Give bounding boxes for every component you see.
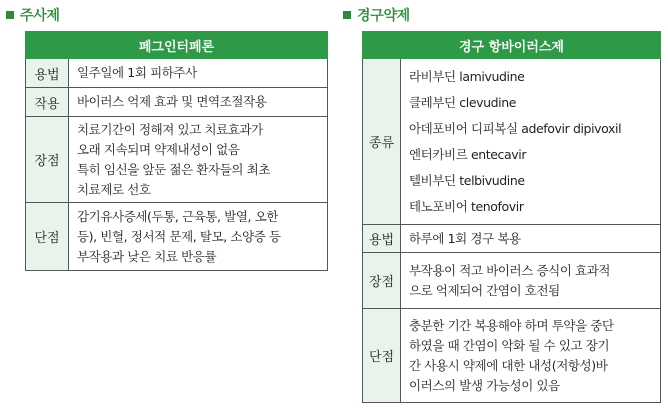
row-value: 하루에 1회 경구 복용 — [401, 225, 661, 253]
text-line: 간 사용시 약제에 대한 내성(저항성)바 — [409, 357, 608, 373]
row-label: 종류 — [363, 59, 401, 225]
section-title-text: 주사제 — [20, 8, 60, 24]
oral-drug-table — [362, 31, 661, 403]
row-value: 일주일에 1회 피하주사 — [69, 59, 328, 88]
row-value: 바이러스 억제 효과 및 면역조절작용 — [69, 88, 328, 117]
drug-item: 라비부딘 lamivudine — [409, 68, 525, 84]
text-line: 충분한 기간 복용해야 하며 투약을 중단 — [409, 317, 614, 333]
row-label: 장점 — [26, 117, 69, 203]
row-value — [69, 203, 328, 271]
section-title-injection — [6, 4, 60, 26]
table-row — [26, 88, 328, 117]
section-title-oral — [343, 4, 410, 26]
table-row — [363, 59, 661, 225]
table-row — [26, 117, 328, 203]
drug-item: 엔터카비르 entecavir — [409, 146, 527, 162]
row-value — [69, 117, 328, 203]
injection-table — [25, 31, 328, 271]
text-line: 오래 지속되며 약제내성이 없음 — [77, 141, 240, 157]
row-label: 장점 — [363, 253, 401, 309]
text-line: 치료기간이 정해져 있고 치료효과가 — [77, 121, 263, 137]
table-row — [26, 59, 328, 88]
square-bullet-icon — [6, 11, 14, 19]
row-label: 용법 — [363, 225, 401, 253]
table-header: 페그인터페론 — [26, 32, 328, 59]
text-line: 으로 억제되어 간염이 호전됨 — [409, 282, 560, 298]
drug-item: 텔비부딘 telbivudine — [409, 172, 525, 188]
drug-item: 아데포비어 디피복실 adefovir dipivoxil — [409, 120, 622, 136]
text-line: 부작용이 적고 바이러스 증식이 효과적 — [409, 262, 611, 278]
section-title-text: 경구약제 — [357, 8, 410, 24]
text-line: 특히 임신을 앞둔 젊은 환자들의 최초 — [77, 161, 270, 177]
text-line: 치료제로 선호 — [77, 181, 151, 197]
drug-item: 클레부딘 clevudine — [409, 94, 517, 110]
row-label: 단점 — [363, 309, 401, 403]
table-row — [363, 253, 661, 309]
table-row — [363, 225, 661, 253]
square-bullet-icon — [343, 11, 351, 19]
table-header: 경구 항바이러스제 — [363, 32, 661, 59]
row-label: 용법 — [26, 59, 69, 88]
table-row — [26, 203, 328, 271]
text-line: 하였을 때 간염이 악화 될 수 있고 장기 — [409, 337, 610, 353]
row-value — [401, 59, 661, 225]
text-line: 감기유사증세(두통, 근육통, 발열, 오한 — [77, 208, 279, 224]
row-value — [401, 309, 661, 403]
drug-item: 테노포비어 tenofovir — [409, 198, 524, 214]
table-row — [363, 309, 661, 403]
text-line: 등), 빈혈, 정서적 문제, 탈모, 소양증 등 — [77, 228, 281, 244]
row-label: 단점 — [26, 203, 69, 271]
row-label: 작용 — [26, 88, 69, 117]
text-line: 이러스의 발생 가능성이 있음 — [409, 377, 560, 393]
text-line: 부작용과 낮은 치료 반응률 — [77, 248, 217, 264]
row-value — [401, 253, 661, 309]
